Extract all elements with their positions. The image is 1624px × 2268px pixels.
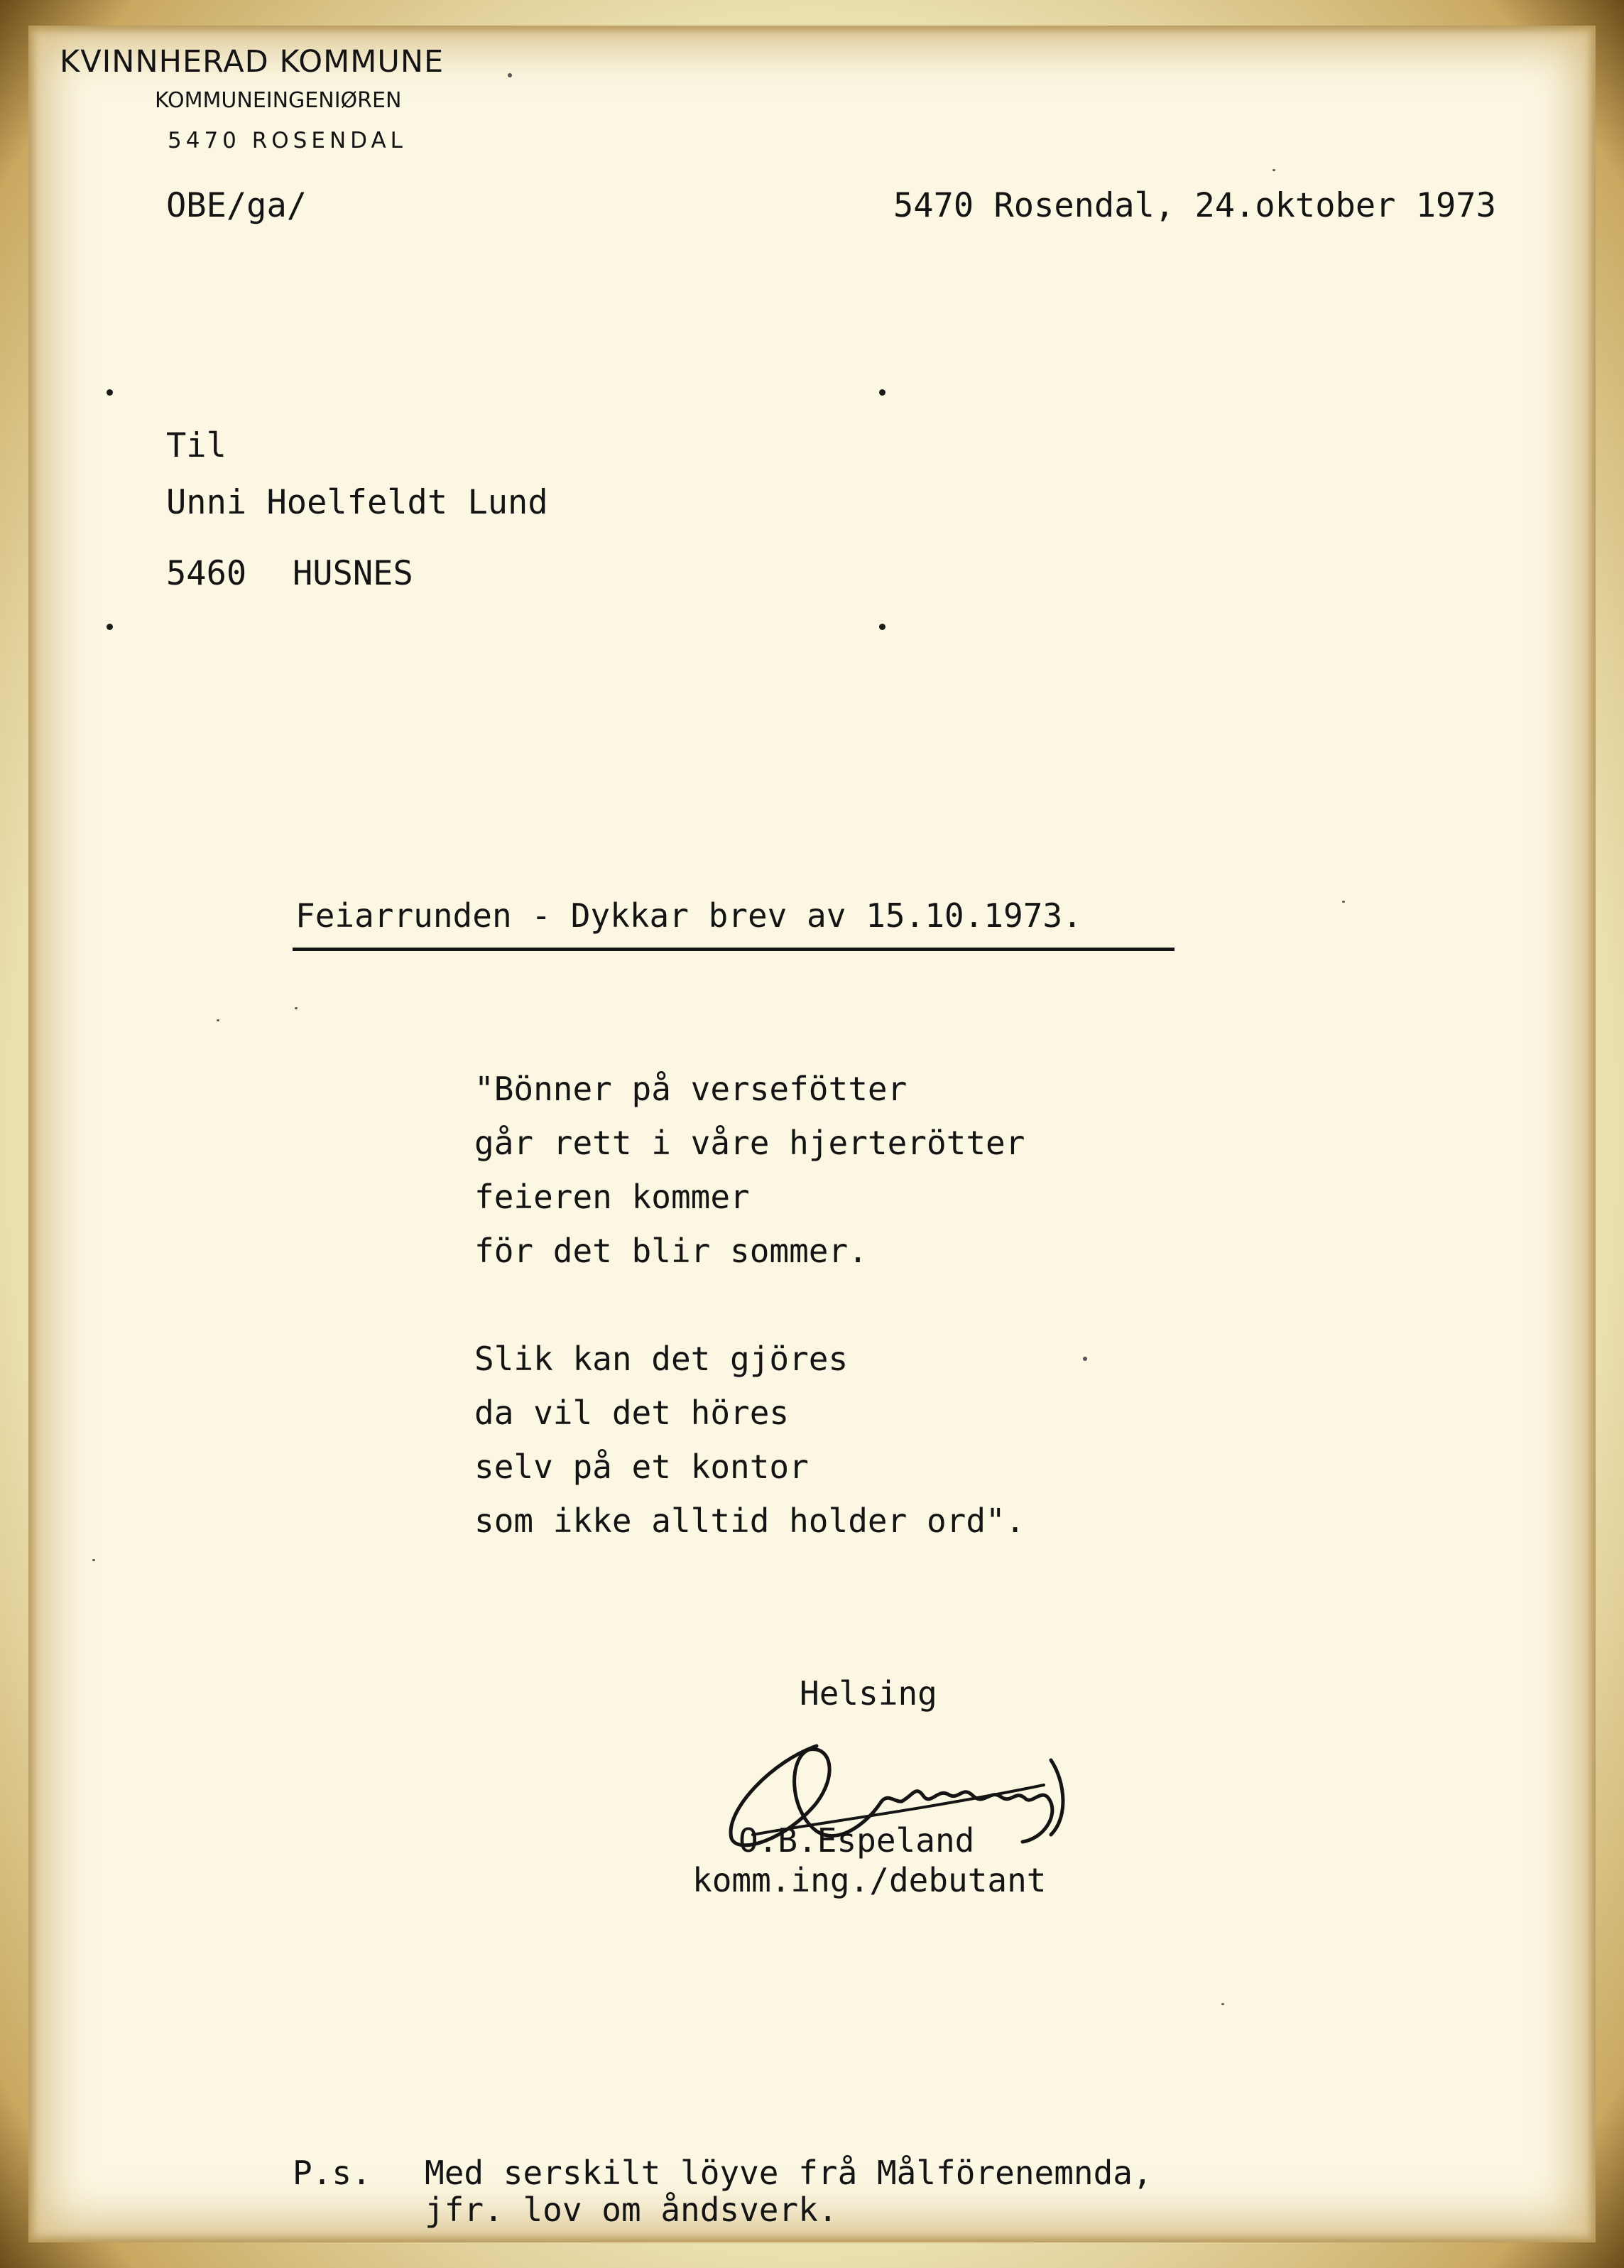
recipient-postcode: 5460 — [166, 554, 247, 593]
subject-line: Feiarrunden - Dykkar brev av 15.10.1973. — [295, 896, 1082, 935]
letterhead-address: 5470 ROSENDAL — [168, 128, 407, 153]
ink-speck — [1221, 2003, 1224, 2005]
postscript-line: Med serskilt löyve frå Målförenemnda, — [425, 2154, 1152, 2192]
signer-title: komm.ing./debutant — [692, 1861, 1047, 1899]
postscript-label: P.s. — [293, 2154, 371, 2192]
poem-line: som ikke alltid holder ord". — [474, 1502, 1025, 1540]
closing-greeting: Helsing — [800, 1674, 937, 1713]
ink-speck — [1273, 169, 1275, 171]
poem-line: da vil det höres — [474, 1394, 790, 1432]
recipient-name: Unni Hoelfeldt Lund — [166, 483, 548, 522]
poem-line: feieren kommer — [474, 1178, 750, 1216]
poem-line: för det blir sommer. — [474, 1232, 868, 1270]
signer-name: O.B.Espeland — [739, 1821, 975, 1860]
address-window-mark — [107, 624, 113, 630]
poem — [474, 1062, 1025, 1548]
ink-speck — [295, 1007, 298, 1009]
ink-speck — [1342, 901, 1345, 903]
poem-line: "Bönner på versefötter — [474, 1070, 908, 1108]
place-date: 5470 Rosendal, 24.oktober 1973 — [893, 186, 1496, 225]
poem-line: selv på et kontor — [474, 1448, 809, 1486]
ink-speck — [92, 1559, 95, 1561]
ink-speck — [217, 1019, 219, 1021]
address-window-mark — [879, 624, 885, 630]
ink-speck — [1083, 1357, 1087, 1361]
ink-speck — [508, 73, 512, 77]
recipient-to-label: Til — [166, 426, 227, 465]
letterhead-organization: KVINNHERAD KOMMUNE — [60, 44, 445, 80]
recipient-city: HUSNES — [293, 554, 413, 593]
stanza-gap — [474, 1278, 1025, 1332]
subject-underline — [293, 948, 1175, 951]
recipient-post-address — [166, 554, 413, 593]
postscript-line: jfr. lov om åndsverk. — [425, 2191, 838, 2229]
poem-line: Slik kan det gjöres — [474, 1340, 849, 1378]
letterhead-department: KOMMUNEINGENIØREN — [155, 88, 402, 113]
poem-line: går rett i våre hjerterötter — [474, 1124, 1025, 1162]
reference-code: OBE/ga/ — [166, 186, 307, 225]
address-window-mark — [107, 389, 113, 396]
address-window-mark — [879, 389, 885, 396]
